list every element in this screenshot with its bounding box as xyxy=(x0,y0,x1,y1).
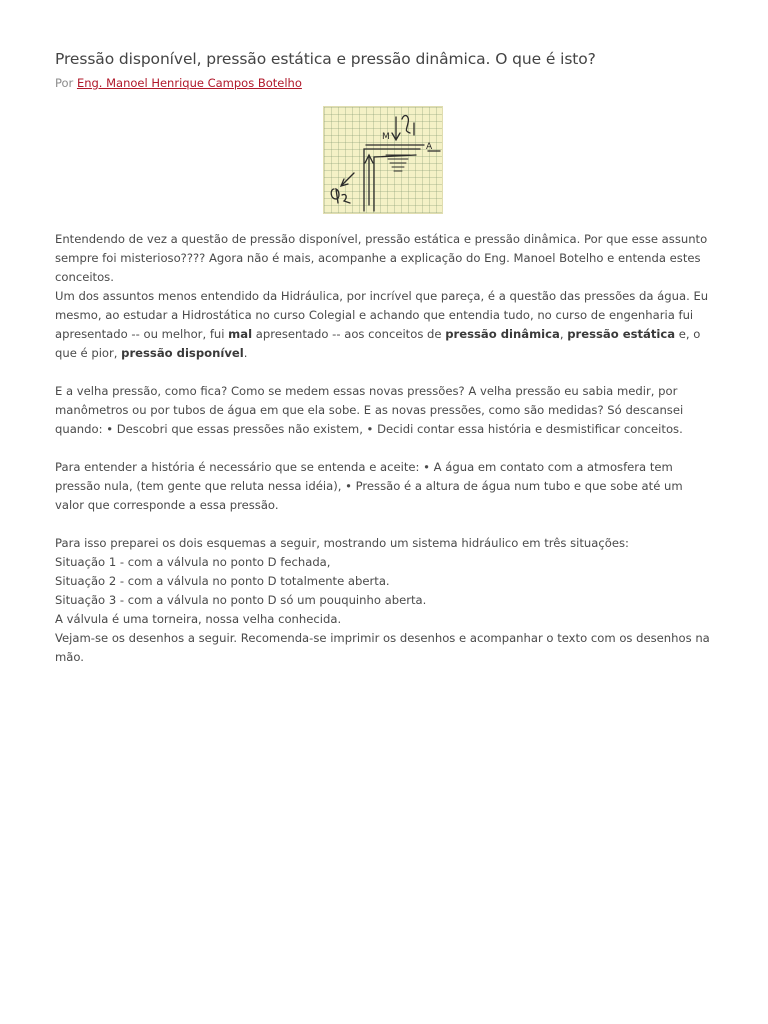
paragraph-gap xyxy=(55,439,715,458)
paragraph-gap xyxy=(55,363,715,382)
paragraph-velha-pressao: E a velha pressão, como fica? Como se medem essas novas pressões? A velha pressão eu sabia medir, por manômetros ou por tubos de água em que ela sobe. E as novas pressões, como são medidas? Só descansei quando: • Descobri que essas pressões não existem, • Decidi contar essa história e desmistificar conceitos. xyxy=(55,384,684,436)
water-hatch xyxy=(386,155,410,171)
byline-prefix: Por xyxy=(55,76,77,90)
p2-bold-mal: mal xyxy=(228,327,253,341)
article-body xyxy=(55,230,715,667)
p2-bold-pressao-disponivel: pressão disponível xyxy=(121,346,244,360)
hydraulics-sketch-image xyxy=(323,106,443,214)
label-a: A xyxy=(426,142,433,152)
paragraph-line: Situação 3 - com a válvula no ponto D só um pouquinho aberta. xyxy=(55,593,427,607)
p2-bold-pressao-estatica: pressão estática xyxy=(567,327,676,341)
p2-text-4: e, o que é pior, xyxy=(55,327,701,360)
q1-glyph xyxy=(402,116,410,133)
label-m: M xyxy=(382,132,390,142)
p2-bold-pressao-dinamica: pressão dinâmica xyxy=(445,327,560,341)
paragraph-intro: Entendendo de vez a questão de pressão disponível, pressão estática e pressão dinâmica. Por que esse assunto sempre foi misterioso???? Agora não é mais, acompanhe a explicação do Eng. Manoel Botelho e entenda estes conceitos. xyxy=(55,232,708,284)
paragraph-gap xyxy=(55,515,715,534)
paragraph-hydraulics xyxy=(55,287,715,363)
paragraph-line: Situação 2 - com a válvula no ponto D totalmente aberta. xyxy=(55,574,390,588)
pipe-outer xyxy=(364,149,420,211)
paragraph-entender: Para entender a história é necessário que se entenda e aceite: • A água em contato com a atmosfera tem pressão nula, (tem gente que reluta nessa idéia), • Pressão é a altura de água num tubo e que sobe até um valor que corresponde a essa pressão. xyxy=(55,460,683,512)
p2-text-2: apresentado -- aos conceitos de xyxy=(252,327,446,341)
article-title: Pressão disponível, pressão estática e pressão dinâmica. O que é isto? xyxy=(55,50,596,68)
byline xyxy=(55,76,302,90)
paragraph-line: Vejam-se os desenhos a seguir. Recomenda-se imprimir os desenhos e acompanhar o texto com os desenhos na mão. xyxy=(55,631,710,664)
p2-text-1: Um dos assuntos menos entendido da Hidráulica, por incrível que pareça, é a questão das pressões da água. Eu mesmo, ao estudar a Hidrostática no curso Colegial e achando que entendia tudo, no curso de engenharia fui apresentado -- ou melhor, fui xyxy=(55,289,709,341)
q2-glyph xyxy=(331,189,339,203)
p2-text-3: , xyxy=(559,327,568,341)
hydraulics-sketch-drawing xyxy=(324,107,442,213)
paragraph-line: Para isso preparei os dois esquemas a seguir, mostrando um sistema hidráulico em três situações: xyxy=(55,536,629,550)
paragraph-line: Situação 1 - com a válvula no ponto D fechada, xyxy=(55,555,331,569)
q2-subscript xyxy=(342,194,350,203)
p2-text-5: . xyxy=(243,346,248,360)
paragraph-line: A válvula é uma torneira, nossa velha conhecida. xyxy=(55,612,342,626)
author-link[interactable]: Eng. Manoel Henrique Campos Botelho xyxy=(76,76,302,90)
